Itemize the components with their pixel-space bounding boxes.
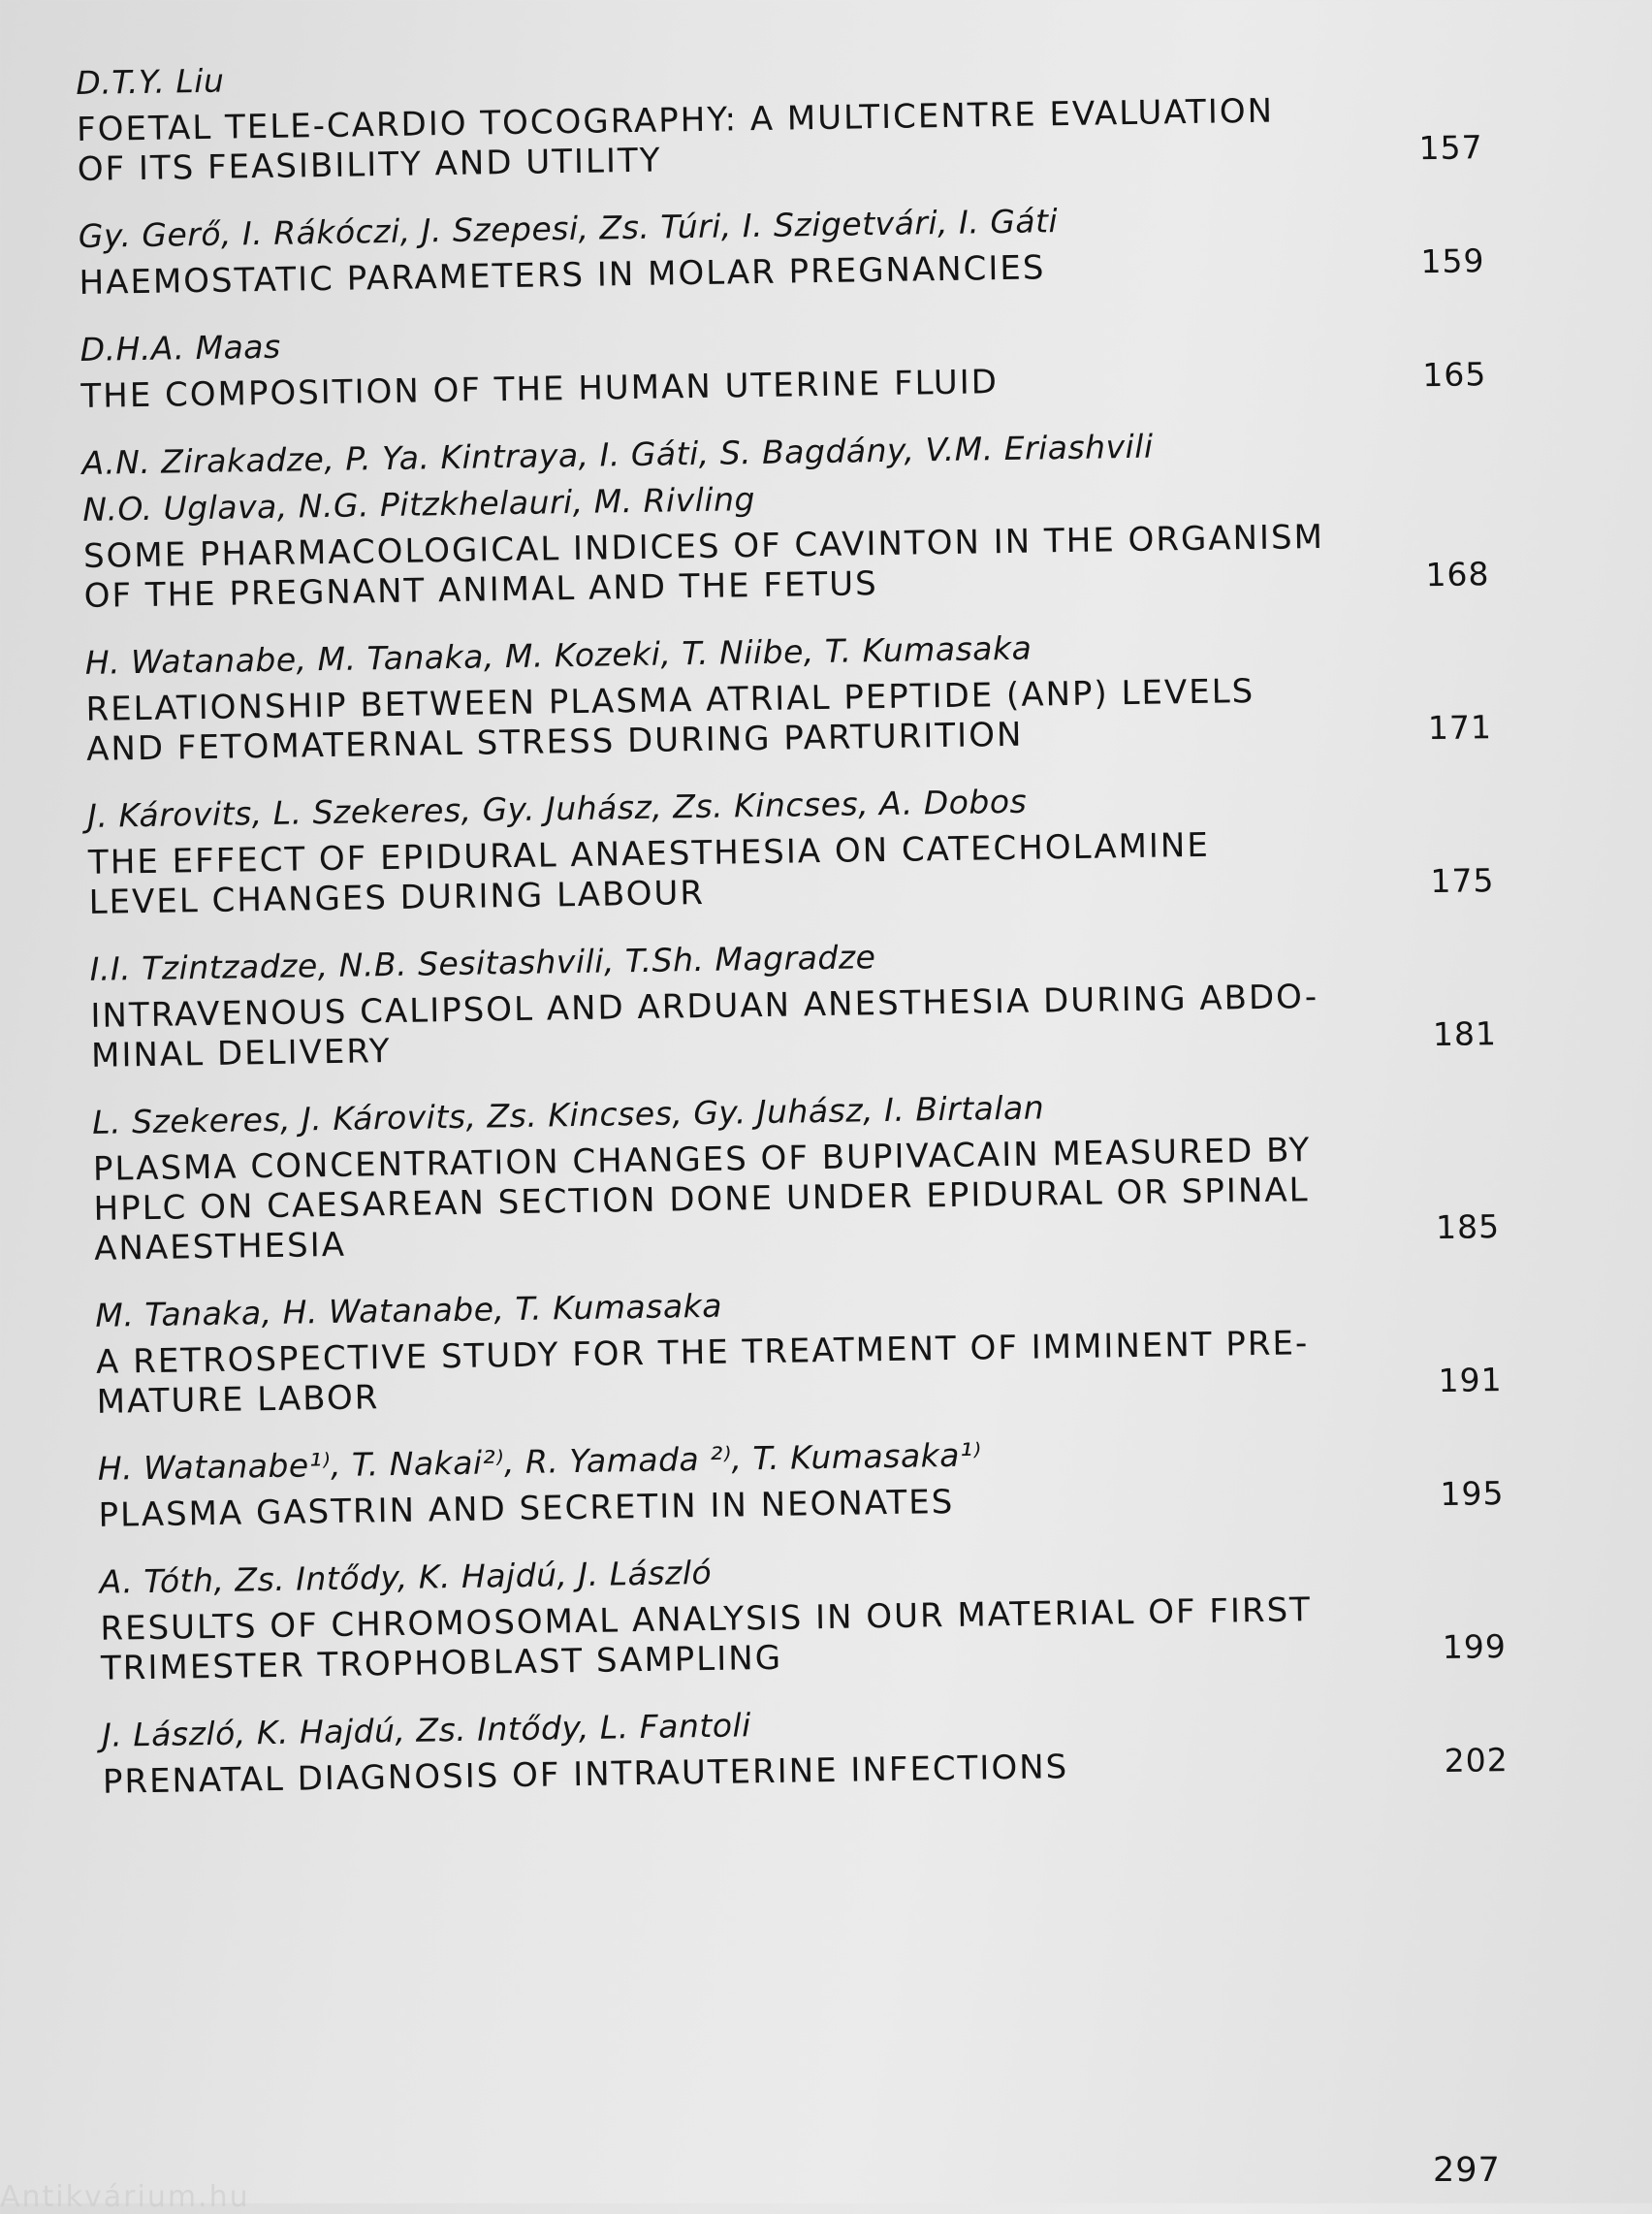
entry-title: INTRAVENOUS CALIPSOL AND ARDUAN ANESTHESIA DURING ABDO- MINAL DELIVERY — [90, 977, 1319, 1075]
entry-title: THE COMPOSITION OF THE HUMAN UTERINE FLUID — [80, 363, 1000, 416]
entry-title: A RETROSPECTIVE STUDY FOR THE TREATMENT OF IMMINENT PRE- MATURE LABOR — [95, 1324, 1310, 1422]
toc-entry — [87, 771, 1505, 923]
entry-authors: Gy. Gerő, I. Rákóczi, J. Szepesi, Zs. Túri, I. Szigetvári, I. Gáti — [78, 202, 1059, 255]
entry-page-number: 175 — [1430, 861, 1495, 901]
toc-entry — [89, 924, 1507, 1076]
entry-page-number: 195 — [1440, 1474, 1505, 1514]
entry-authors: I.I. Tzintzadze, N.B. Sesitashvili, T.Sh. Magradze — [89, 938, 876, 988]
entry-authors: L. Szekeres, J. Károvits, Zs. Kincses, Gy. Juhász, I. Birtalan — [91, 1088, 1045, 1141]
entry-page-number: 202 — [1444, 1741, 1509, 1781]
entry-title: PLASMA GASTRIN AND SECRETIN IN NEONATES — [98, 1482, 955, 1535]
toc-entry — [99, 1537, 1516, 1689]
toc-entry — [78, 191, 1494, 304]
toc-entry — [102, 1690, 1518, 1803]
entry-authors: J. László, K. Hajdú, Zs. Intődy, L. Fantoli — [101, 1706, 752, 1754]
entry-authors: H. Watanabe, M. Tanaka, M. Kozeki, T. Niibe, T. Kumasaka — [84, 628, 1032, 682]
entry-title: THE EFFECT OF EPIDURAL ANAESTHESIA ON CATECHOLAMINE LEVEL CHANGES DURING LABOUR — [87, 825, 1211, 922]
entry-page-number: 159 — [1420, 241, 1485, 281]
entry-authors: D.H.A. Maas — [79, 327, 281, 369]
entry-page-number: 181 — [1432, 1014, 1498, 1054]
entry-title: PLASMA CONCENTRATION CHANGES OF BUPIVACAIN MEASURED BY HPLC ON CAESAREAN SECTION DONE UNDER EPIDURAL OR SPINAL ANAESTHESIA — [92, 1131, 1312, 1268]
toc-entry — [79, 305, 1496, 417]
toc-entry — [84, 618, 1502, 770]
entry-title: HAEMOSTATIC PARAMETERS IN MOLAR PREGNANCIES — [79, 248, 1046, 303]
entry-authors: M. Tanaka, H. Watanabe, T. Kumasaka — [95, 1286, 723, 1334]
entry-title: RELATIONSHIP BETWEEN PLASMA ATRIAL PEPTIDE (ANP) LEVELS AND FETOMATERNAL STRESS DURING PARTURITION — [85, 671, 1255, 769]
entry-title: SOME PHARMACOLOGICAL INDICES OF CAVINTON IN THE ORGANISM OF THE PREGNANT ANIMAL AND THE FETUS — [82, 517, 1325, 616]
toc-entry — [81, 418, 1500, 617]
toc-entry — [95, 1270, 1512, 1423]
table-of-contents — [76, 38, 1518, 1826]
toc-entry — [92, 1077, 1510, 1269]
entry-page-number: 191 — [1438, 1361, 1503, 1400]
watermark: Antikvárium.hu — [0, 2180, 250, 2214]
entry-page-number: 168 — [1425, 555, 1490, 594]
entry-page-number: 199 — [1442, 1627, 1508, 1667]
entry-page-number: 185 — [1435, 1207, 1501, 1247]
entry-authors: A. Tóth, Zs. Intődy, K. Hajdú, J. László — [99, 1553, 713, 1601]
entry-authors: D.T.Y. Liu — [76, 61, 225, 102]
entry-page-number: 165 — [1421, 355, 1487, 395]
entry-title: FOETAL TELE-CARDIO TOCOGRAPHY: A MULTICENTRE EVALUATION OF ITS FEASIBILITY AND UTILITY — [76, 91, 1275, 189]
entry-authors: J. Károvits, L. Szekeres, Gy. Juhász, Zs. Kincses, A. Dobos — [86, 782, 1028, 835]
page-number: 297 — [1433, 2151, 1501, 2190]
entry-authors: H. Watanabe¹⁾, T. Nakai²⁾, R. Yamada ²⁾, T. Kumasaka¹⁾ — [97, 1435, 982, 1488]
entry-title: PRENATAL DIAGNOSIS OF INTRAUTERINE INFECTIONS — [102, 1748, 1069, 1802]
entry-title: RESULTS OF CHROMOSOMAL ANALYSIS IN OUR MATERIAL OF FIRST TRIMESTER TROPHOBLAST SAMPLING — [100, 1590, 1313, 1688]
entry-authors: A.N. Zirakadze, P. Ya. Kintraya, I. Gáti, S. Bagdány, V.M. Eriashvili N.O. Uglava, N.G. Pitzkhelauri, M. Rivling — [81, 427, 1154, 529]
entry-page-number: 157 — [1418, 128, 1483, 168]
toc-entry — [76, 38, 1493, 190]
entry-page-number: 171 — [1427, 708, 1493, 748]
toc-entry — [97, 1424, 1513, 1536]
